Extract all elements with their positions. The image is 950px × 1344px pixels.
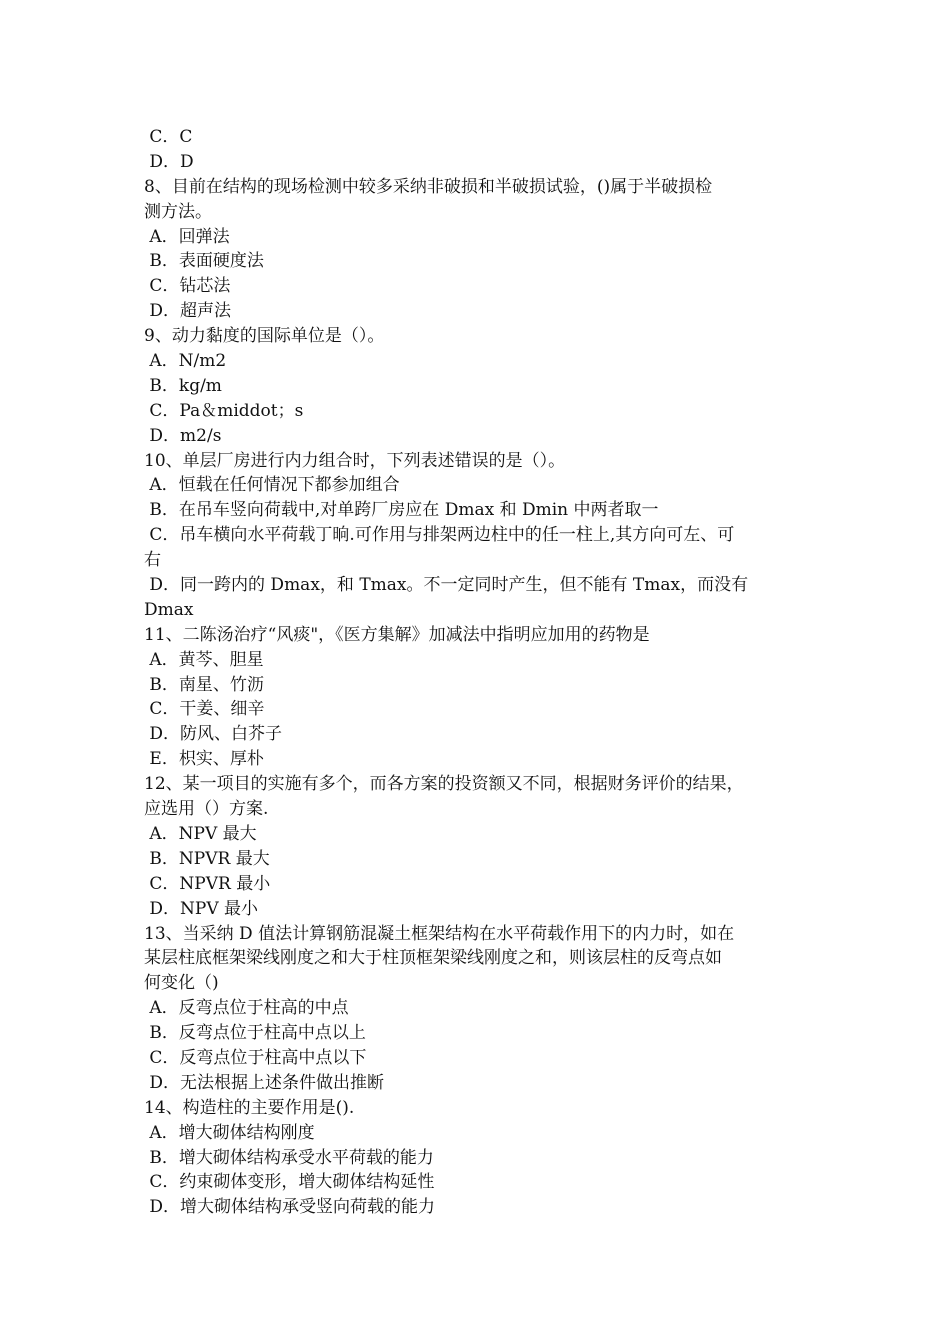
text-line: B．NPVR 最大 (144, 848, 270, 869)
text-line: 8、目前在结构的现场检测中较多采纳非破损和半破损试验，()属于半破损检 (144, 176, 713, 197)
text-line: 测方法。 (144, 201, 212, 222)
text-line: E．枳实、厚朴 (144, 749, 264, 770)
text-line: Dmax (144, 599, 194, 620)
text-line: 13、当采纳 D 值法计算钢筋混凝土框架结构在水平荷载作用下的内力时，如在 (144, 923, 735, 944)
document-body (144, 125, 820, 1220)
text-line: 14、构造柱的主要作用是(). (144, 1097, 355, 1118)
text-line: B．在吊车竖向荷载中,对单跨厂房应在 Dmax 和 Dmin 中两者取一 (144, 500, 659, 521)
text-line: C．吊车横向水平荷载丁晌.可作用与排架两边柱中的任一柱上,其方向可左、可 (144, 525, 735, 546)
text-line: 何变化（) (144, 973, 219, 994)
text-line: A．黄芩、胆星 (144, 649, 264, 670)
text-line: D．防风、白芥子 (144, 724, 283, 745)
text-line: A．N/m2 (144, 351, 227, 372)
text-line: B．南星、竹沥 (144, 674, 264, 695)
text-line: C．Pa＆middot；s (144, 400, 304, 421)
text-line: 应选用（）方案. (144, 799, 269, 820)
text-line: A．恒载在任何情况下都参加组合 (144, 475, 400, 496)
text-line: B．增大砌体结构承受水平荷载的能力 (144, 1147, 434, 1168)
text-line: 右 (144, 550, 161, 571)
text-line: D．增大砌体结构承受竖向荷载的能力 (144, 1197, 436, 1218)
text-line: C．约束砌体变形，增大砌体结构延性 (144, 1172, 435, 1193)
text-line: A．反弯点位于柱高的中点 (144, 998, 349, 1019)
text-line: D．m2/s (144, 425, 222, 446)
text-line: B．反弯点位于柱高中点以上 (144, 1023, 366, 1044)
text-line: D．NPV 最小 (144, 898, 259, 919)
text-line: B．表面硬度法 (144, 251, 264, 272)
text-line: 11、二陈汤治疗“风痰"，《医方集解》加减法中指明应加用的药物是 (144, 624, 650, 645)
text-line: 某层柱底框架梁线刚度之和大于柱顶框架梁线刚度之和，则该层柱的反弯点如 (144, 948, 722, 969)
text-line: C．钻芯法 (144, 276, 231, 297)
text-line: D．无法根据上述条件做出推断 (144, 1072, 385, 1093)
text-line: A．回弹法 (144, 226, 230, 247)
text-line: B．kg/m (144, 375, 222, 396)
text-line: 12、某一项目的实施有多个，而各方案的投资额又不同，根据财务评价的结果， (144, 774, 744, 795)
text-line: D．超声法 (144, 301, 232, 322)
text-line: D．D (144, 151, 194, 172)
text-line: C．C (144, 127, 193, 147)
text-line: C．反弯点位于柱高中点以下 (144, 1047, 367, 1068)
text-line: D．同一跨内的 Dmax，和 Tmax。不一定同时产生，但不能有 Tmax，而没有 (144, 575, 749, 596)
text-line: A．NPV 最大 (144, 823, 257, 844)
text-line: 9、动力黏度的国际单位是（）。 (144, 326, 385, 347)
text-line: C．干姜、细辛 (144, 699, 265, 720)
text-line: C．NPVR 最小 (144, 873, 271, 894)
text-line: 10、单层厂房进行内力组合时，下列表述错误的是（）。 (144, 450, 566, 471)
text-line: A．增大砌体结构刚度 (144, 1122, 315, 1143)
